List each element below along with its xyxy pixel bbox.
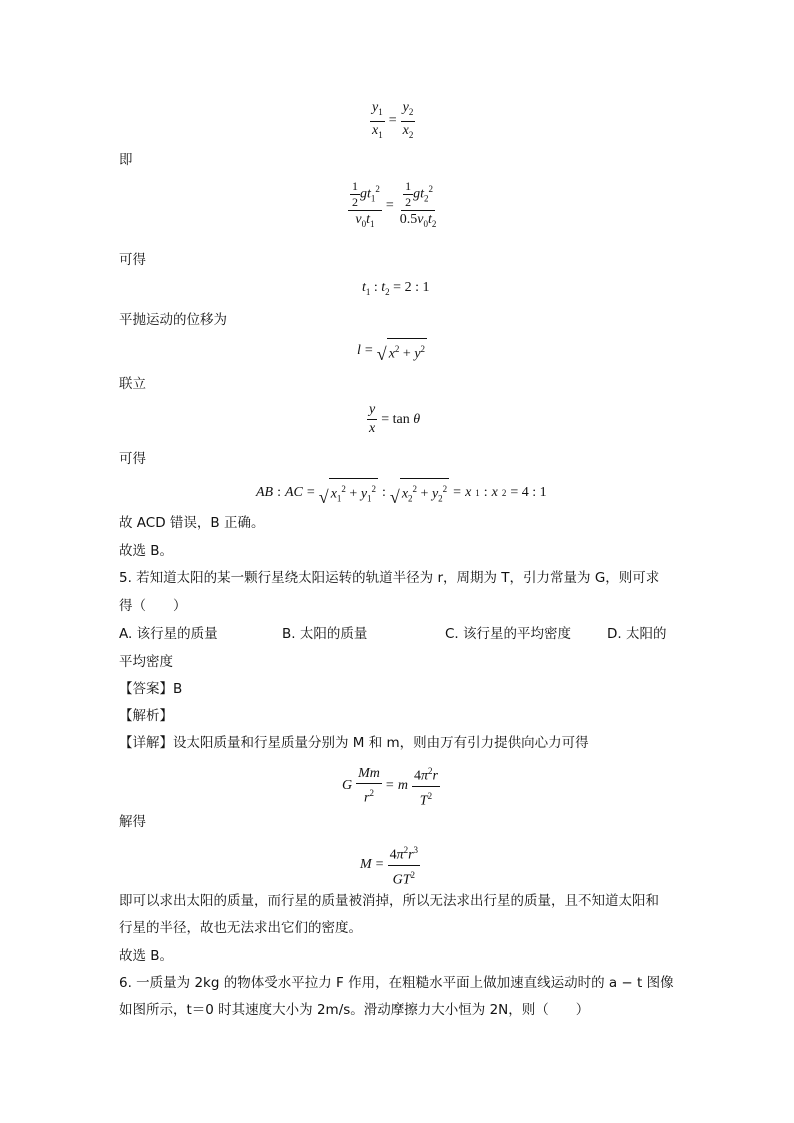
equation-ratio: $\frac{y_1}{x_1}$ = $\frac{y_2}{x_2}$ [372,100,414,140]
text-kede-2: 可得 [119,451,146,467]
text-guxuan-b-2: 故选 B。 [119,948,174,964]
question-6-line-2: 如图所示，t＝0 时其速度大小为 2m/s。滑动摩擦力大小恒为 2N，则（ ） [119,1002,590,1018]
conclusion-line-1: 即可以求出太阳的质量，而行星的质量被消掉，所以无法求出行星的质量，且不知道太阳和 [119,893,659,909]
option-b: B. 太阳的质量 [282,626,368,642]
equation-displacement: l = √ $x^2 + y^2$ [357,338,427,364]
answer: 【答案】B [119,681,183,697]
equation-tan: $\frac{y}{x}$ = tan θ [369,402,421,436]
question-6-line-1: 6. 一质量为 2kg 的物体受水平拉力 F 作用，在粗糙水平面上做加速直线运动时的 a − t 图像 [119,975,674,991]
text-lianli: 联立 [119,376,146,392]
equation-time-ratio: $t_1$ : $t_2 = 2$ : 1 [362,280,430,297]
option-a: A. 该行星的质量 [119,626,218,642]
detail-text: 【详解】设太阳质量和行星质量分别为 M 和 m，则由万有引力提供向心力可得 [119,735,589,751]
equation-gravity: G $\frac{Mm}{r^2}$ = m $\frac{4\pi^2r}{T^2}$ [342,763,440,809]
text-gu-acd: 故 ACD 错误，B 正确。 [119,515,265,531]
question-5-options [119,624,666,644]
option-c: C. 该行星的平均密度 [445,626,572,642]
text-kede-1: 可得 [119,252,146,268]
analysis-heading: 【解析】 [119,708,173,724]
option-d: D. 太阳的 [607,626,667,642]
equation-displacement-ratio: $\frac{1}{2}$ $gt_1^2$ $v_0t_1$ = $\frac{1}{2}$ $gt_2^2$ $0.5v_0t_2$ [348,180,438,232]
equation-ab-ac: AB : AC = √ $x_1^2 + y_1^2$ : √ $x_2^2 + y_2^2$ = x 1 : x 2 = 4 : 1 [256,478,547,507]
equation-sun-mass: M = $\frac{4\pi^2r^3}{GT^2}$ [360,842,420,888]
text-pingpao: 平抛运动的位移为 [119,312,227,328]
conclusion-line-2: 行星的半径，故也无法求出它们的密度。 [119,920,362,936]
question-5-line-2: 得（ ） [119,598,187,614]
text-jiede: 解得 [119,814,146,830]
option-d-cont: 平均密度 [119,654,173,670]
text-ji: 即 [119,152,133,168]
question-5-line-1: 5. 若知道太阳的某一颗行星绕太阳运转的轨道半径为 r，周期为 T，引力常量为 G，则可求 [119,570,660,586]
text-guxuan-b-1: 故选 B。 [119,543,174,559]
